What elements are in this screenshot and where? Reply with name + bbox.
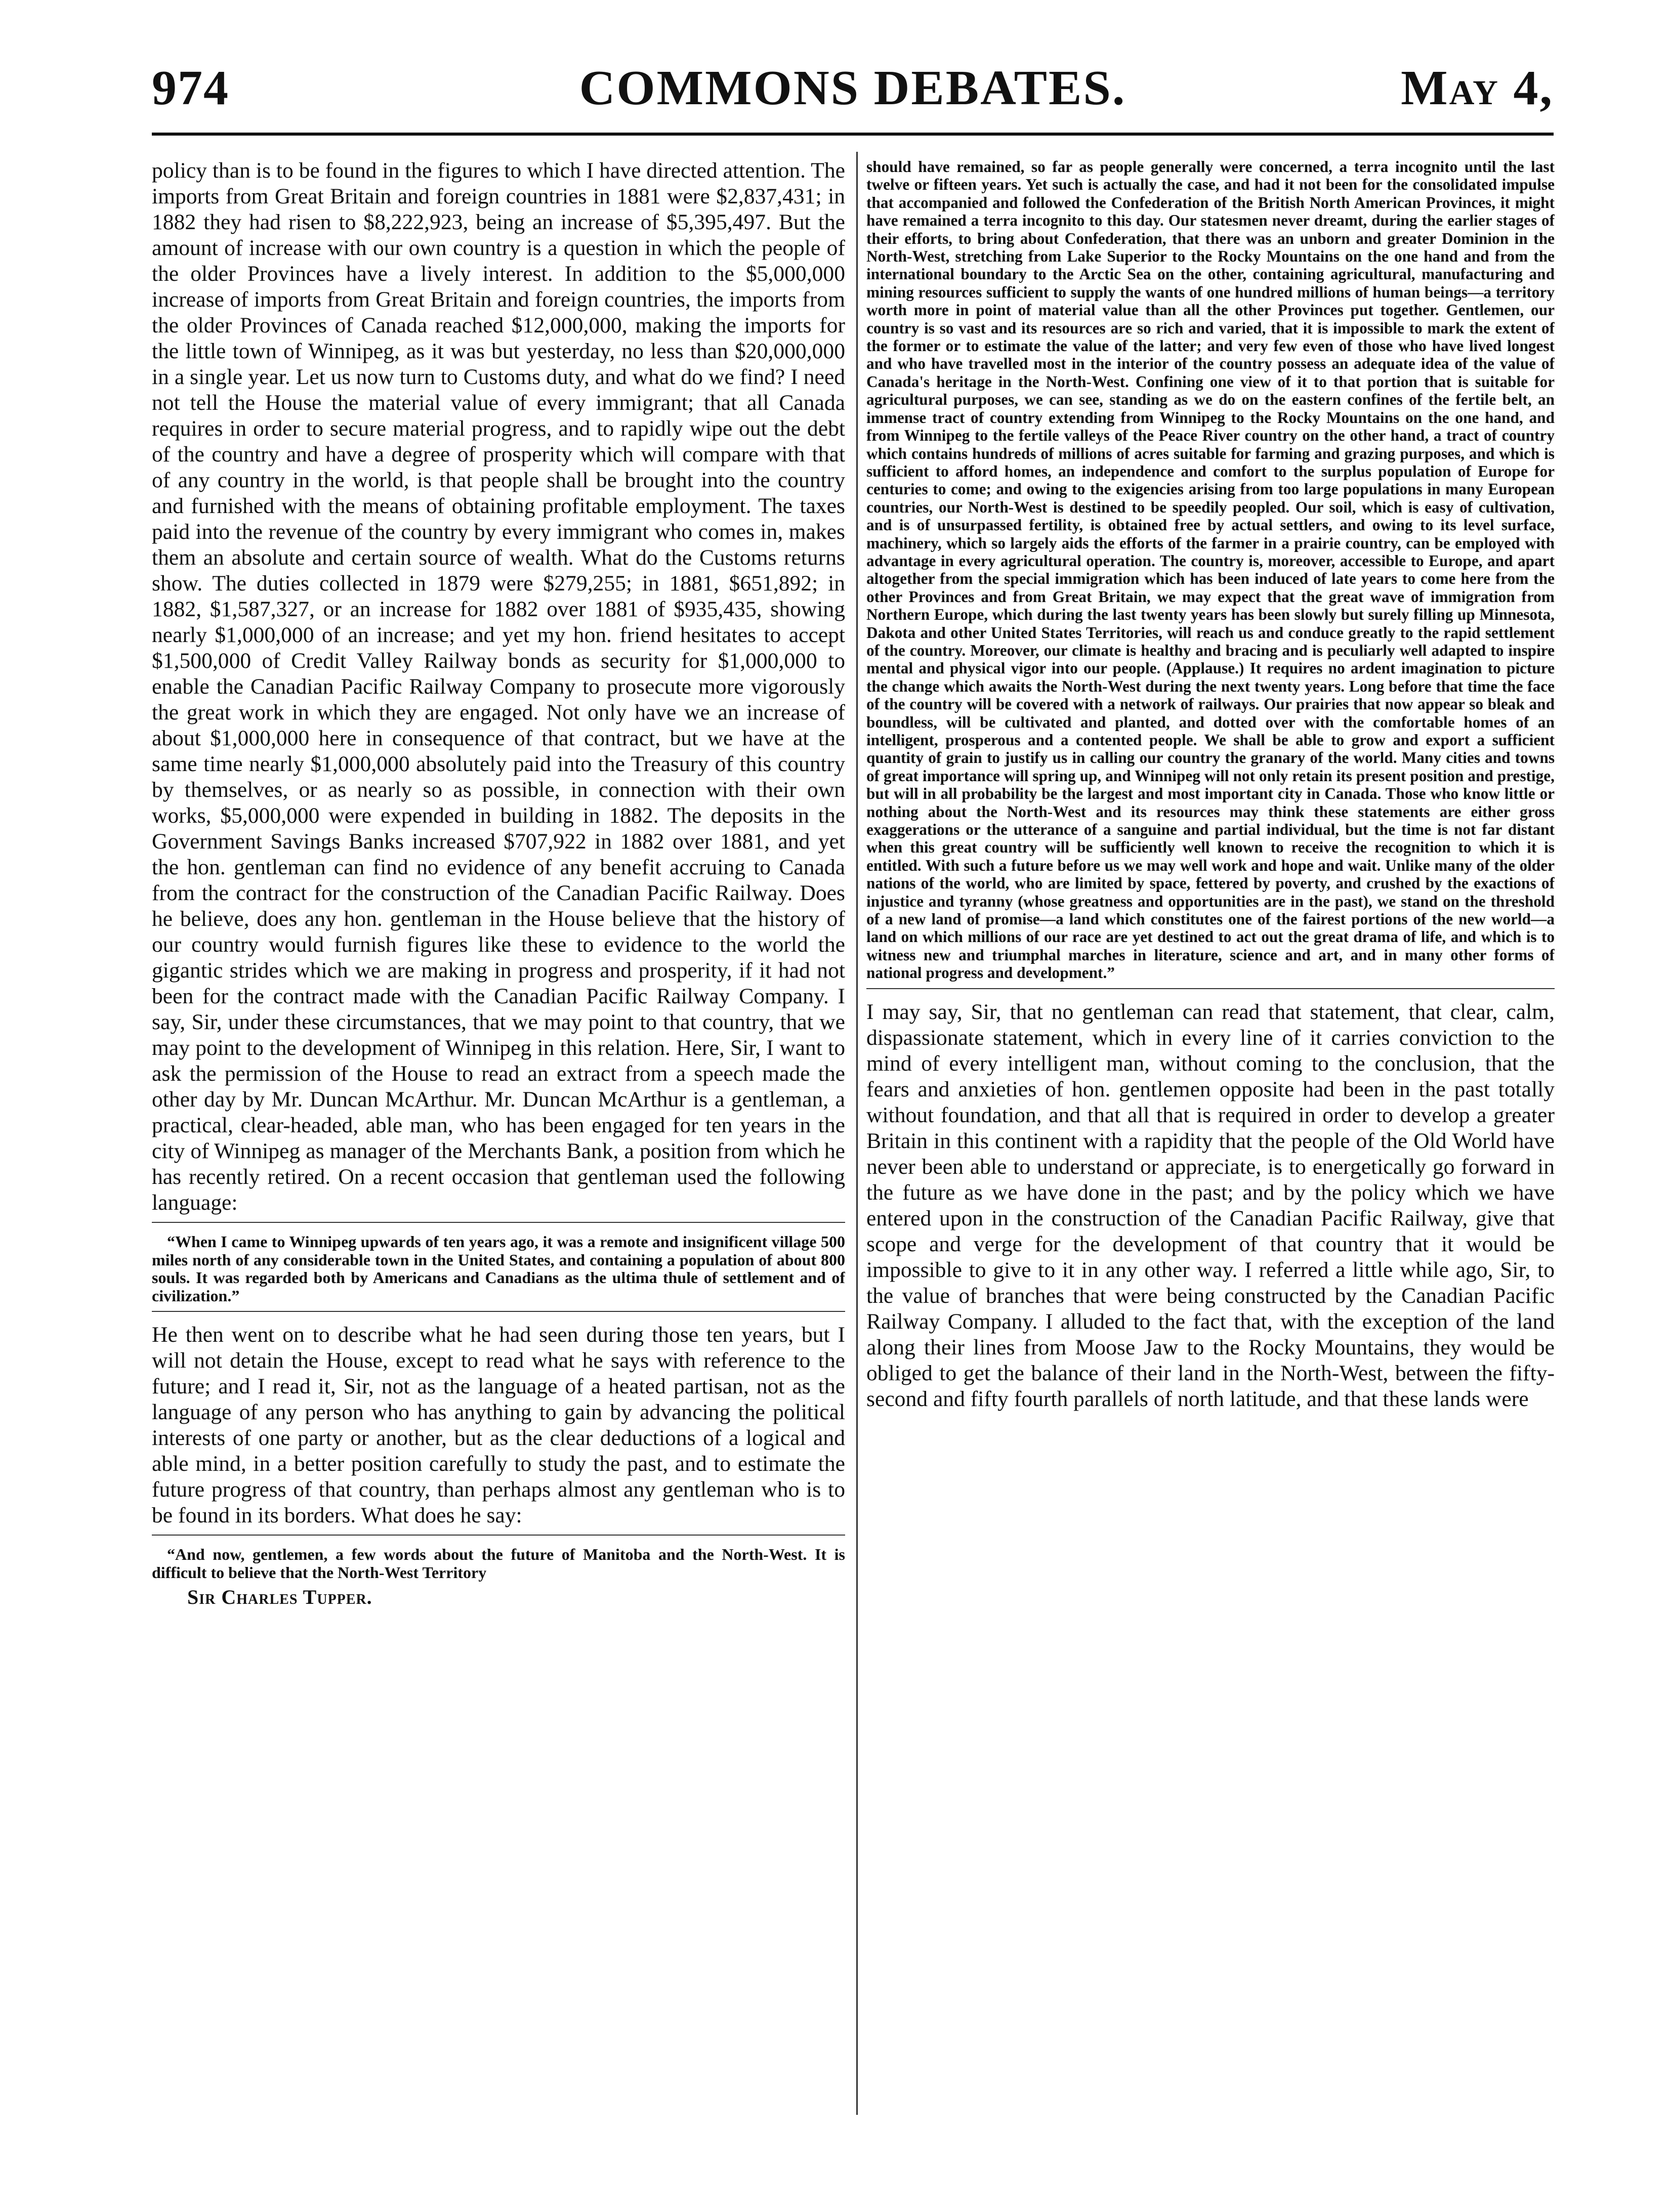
header-rule [152,133,1554,136]
column-divider [856,152,858,2115]
quote-divider [866,988,1555,989]
page-number: 974 [152,61,229,115]
running-title: COMMONS DEBATES. [579,61,1126,115]
body-paragraph: I may say, Sir, that no gentleman can read that statement, that clear, calm, dispassionate statement, which in every line of it carries conviction to the mind of every intelligent man, without coming to the conclusion, that the fears and anxieties of hon. gentlemen opposite had been in the past totally without foundation, and that all that is required in order to develop a greater Britain in this continent with a rapidity that the people of the Old World have never been able to understand or appreciate, is to energetically go forward in the future as we have done in the past; and by the policy which we have entered upon in the construction of the Canadian Pacific Railway, give that scope and verge for the development of that country that it would be impossible to give to it in any other way. I referred a little while ago, Sir, to the value of branches that were being constructed by the Canadian Pacific Railway Company. I alluded to the fact that, with the exception of the land along their lines from Moose Jaw to the Rocky Mountains, they would be obliged to get the balance of their land in the North-West, between the fifty-second and fifty fourth parallels of north latitude, and that these lands were [866,999,1555,1411]
quote-divider [152,1535,845,1536]
header-date: May 4, [1401,61,1554,115]
speaker-name: Sir Charles Tupper. [187,1585,372,1608]
block-quote: should have remained, so far as people generally were concerned, a terra incognito until the last twelve or fifteen years. Yet such is actually the case, and had it not been for the consolidated impulse that accompanied and followed the Confederation of the British North American Provinces, it might have remained a terra incognito to this day. Our statesmen never dreamt, during the earlier stages of their efforts, to bring about Confederation, that there was an unborn and greater Dominion in the North-West, stretching from Lake Superior to the Rocky Mountains on the one hand and from the international boundary to the Arctic Sea on the other, containing agricultural, manufacturing and mining resources sufficient to supply the wants of one hundred millions of human beings—a territory worth more in point of material value than all the other Provinces put together. Gentlemen, our country is so vast and its resources are so rich and varied, that it is impossible to mark the extent of the former or to estimate the value of the latter; and very few even of those who have lived longest and who have travelled most in the interior of the country possess an adequate idea of the value of Canada's heritage in the North-West. Confining one view of it to that portion that is suitable for agricultural purposes, we can see, standing as we do on the eastern confines of the fertile belt, an immense tract of country extending from Winnipeg to the Rocky Mountains on the one hand, and from Winnipeg to the fertile valleys of the Peace River country on the other hand, a tract of country which contains hundreds of millions of acres suitable for farming and grazing purposes, and which is sufficient to afford homes, an independence and comfort to the surplus population of Europe for centuries to come; and owing to the exigencies arising from too large populations in many European countries, our North-West is destined to be speedily peopled. Our soil, which is easy of cultivation, and is of unsurpassed fertility, is obtained free by actual settlers, and owing to its level surface, machinery, which so largely aids the efforts of the farmer in a prairie country, can be employed with advantage in every agricultural operation. The country is, moreover, accessible to Europe, and apart altogether from the special immigration which has been induced of late years to come here from the other Provinces and from Great Britain, we may expect that the great wave of immigration from Northern Europe, which during the last twenty years has been slowly but surely filling up Minnesota, Dakota and other United States Territories, will reach us and conduce greatly to the rapid settlement of the country. Moreover, our climate is healthy and bracing and is peculiarly well adapted to inspire mental and physical vigor into our people. (Applause.) It requires no ardent imagination to picture the change which awaits the North-West during the next twenty years. Long before that time the face of the country will be covered with a network of railways. Our prairies that now appear so bleak and boundless, will be cultivated and planted, and dotted over with the comfortable homes of an intelligent, prosperous and a contented people. We shall be able to grow and export a sufficient quantity of grain to justify us in calling our country the granary of the world. Many cities and towns of great importance will spring up, and Winnipeg will not only retain its present position and prestige, but will in all probability be the largest and most important city in Canada. Those who know little or nothing about the North-West and its resources may think these statements are either gross exaggerations or the utterance of a sanguine and partial individual, but the time is not far distant when this great country will be sufficiently well known to receive the recognition to which it is entitled. With such a future before us we may well work and hope and wait. Unlike many of the older nations of the world, who are limited by space, fettered by poverty, and crushed by the exactions of injustice and tyranny (whose greatness and opportunities are in the past), we stand on the threshold of a new land of promise—a land which constitutes one of the fairest portions of the new world—a land on which millions of our race are yet destined to act out the great drama of life, and which is to witness new and triumphal marches in literature, science and art, and in many other forms of national progress and development.” [866,158,1555,982]
right-column [866,158,1555,2116]
left-column [152,158,845,2131]
block-quote: “When I came to Winnipeg upwards of ten years ago, it was a remote and insignificent village 500 miles north of any considerable town in the United States, and containing a population of about 800 souls. It was regarded both by Americans and Canadians as the ultima thule of settlement and of civilization.” [152,1232,845,1305]
body-paragraph: policy than is to be found in the figures to which I have directed attention. The imports from Great Britain and foreign countries in 1881 were $2,837,431; in 1882 they had risen to $8,222,923, being an increase of $5,395,497. But the amount of increase with our own country is a question in which the people of the older Provinces have a lively interest. In addition to the $5,000,000 increase of imports from Great Britain and foreign countries, the imports from the older Provinces of Canada reached $12,000,000, making the imports for the little town of Winnipeg, as it was but yesterday, no less than $20,000,000 in a single year. Let us now turn to Customs duty, and what do we find? I need not tell the House the material value of every immigrant; that all Canada requires in order to secure material progress, and to rapidly wipe out the debt of the country and have a degree of prosperity which will compare with that of any country in the world, is that people shall be brought into the country and furnished with the means of obtaining profitable employment. The taxes paid into the revenue of the country by every immigrant who comes in, makes them an absolute and certain source of wealth. What do the Customs returns show. The duties collected in 1879 were $279,255; in 1881, $651,892; in 1882, $1,587,327, or an increase for 1882 over 1881 of $935,435, showing nearly $1,000,000 of an increase; and yet my hon. friend hesitates to accept $1,500,000 of Credit Valley Railway bonds as security for $1,000,000 to enable the Canadian Pacific Railway Company to prosecute more vigorously the great work in which they are engaged. Not only have we an increase of about $1,000,000 here in consequence of that contract, but we have at the same time nearly $1,000,000 absolutely paid into the Treasury of this country by themselves, or as nearly so as possible, in connection with their own works, $5,000,000 were expended in building in 1882. The deposits in the Government Savings Banks increased $707,922 in 1882 over 1881, and yet the hon. gentleman can find no evidence of any benefit accruing to Canada from the contract for the construction of the Canadian Pacific Railway. Does he believe, does any hon. gentleman in the House believe that the history of our country would furnish figures like these to evidence to the world the gigantic strides which we are making in progress and prosperity, if it had not been for the contract made with the Canadian Pacific Railway Company. I say, Sir, under these circumstances, that we may point to that country, that we may point to the development of Winnipeg in this relation. Here, Sir, I want to ask the permission of the House to read an extract from a speech made the other day by Mr. Duncan McArthur. Mr. Duncan McArthur is a gentleman, a practical, clear-headed, able man, who has been engaged for ten years in the city of Winnipeg as manager of the Merchants Bank, a position from which he has recently retired. On a recent occasion that gentleman used the following language: [152,158,845,1215]
quote-divider [152,1311,845,1312]
body-paragraph: He then went on to describe what he had seen during those ten years, but I will not detain the House, except to read what he says with reference to the future; and I read it, Sir, not as the language of a heated partisan, not as the language of any person who has anything to gain by advancing the political interests of one party or another, but as the clear deductions of a logical and able mind, in a better position carefully to study the past, and to estimate the future progress of that country, than perhaps almost any gentleman who is to be found in its borders. What does he say: [152,1323,845,1528]
quote-divider [152,1222,845,1223]
page-header [152,60,1554,136]
block-quote: “And now, gentlemen, a few words about the future of Manitoba and the North-West. It is difficult to believe that the North-West Territory [152,1545,845,1582]
